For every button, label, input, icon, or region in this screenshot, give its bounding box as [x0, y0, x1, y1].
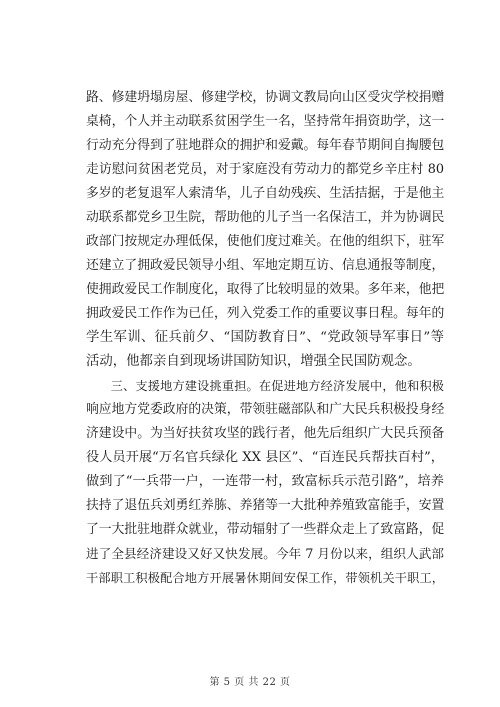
text-line: 干部职工积极配合地方开展暑休期间安保工作，带领机关干职工， [86, 571, 444, 585]
text-line: 进了全县经济建设又好又快发展。今年 7 月份以来，组织人武部 [86, 546, 444, 561]
text-line: 济建设中。为当好扶贫攻坚的践行者，他先后组织广大民兵预备 [86, 426, 445, 441]
text-line: 使拥政爱民工作制度化，取得了比较明显的效果。多年来，他把 [86, 282, 445, 297]
section-heading-line: 三、支援地方建设挑重担。在促进地方经济发展中，他和积极 [86, 379, 444, 393]
text-line: 役人员开展“万名官兵绿化 XX 县区”、“百连民兵帮扶百村”， [86, 450, 444, 465]
text-line: 活动，他都亲自到现场讲国防知识，增强全民国防观念。 [86, 354, 421, 369]
text-line: 桌椅，个人并主动联系贫困学生一名，坚持常年捐资助学，这一 [86, 114, 445, 129]
text-line: 做到了“一兵带一户，一连带一村，致富标兵示范引路”，培养 [86, 474, 444, 489]
text-line: 拥政爱民工作作为已任，列入党委工作的重要议事日程。每年的 [86, 306, 445, 321]
page-number-footer: 第 5 页 共 22 页 [209, 677, 291, 688]
text-line: 学生军训、征兵前夕、“国防教育日”、“党政领导军事日”等 [86, 330, 444, 345]
text-line: 行动充分得到了驻地群众的拥护和爱戴。每年春节期间自掏腰包 [86, 138, 445, 153]
text-line: 了一大批驻地群众就业，带动辐射了一些群众走上了致富路，促 [86, 522, 445, 537]
text-line: 走访慰问贫困老党员，对于家庭没有劳动力的都党乡辛庄村 80 [86, 162, 444, 177]
text-line: 还建立了拥政爱民领导小组、军地定期互访、信息通报等制度， [86, 258, 445, 273]
text-line: 政部门按规定办理低保，使他们度过难关。在他的组织下，驻军 [86, 234, 445, 249]
body-text [86, 86, 444, 590]
text-line: 多岁的老复退军人索清华，儿子自幼残疾、生活拮据，于是他主 [86, 186, 445, 201]
text-line: 扶持了退伍兵刘勇红养胨、养猪等一大批种养殖致富能手，安置 [86, 498, 445, 513]
text-line: 响应地方党委政府的决策，带领驻磁部队和广大民兵积极投身经 [86, 402, 445, 417]
text-line: 动联系都党乡卫生院，帮助他的儿子当一名保洁工，并为协调民 [86, 210, 445, 225]
text-line: 路、修建坍塌房屋、修建学校，协调文教局向山区受灾学校捐赠 [86, 90, 445, 105]
